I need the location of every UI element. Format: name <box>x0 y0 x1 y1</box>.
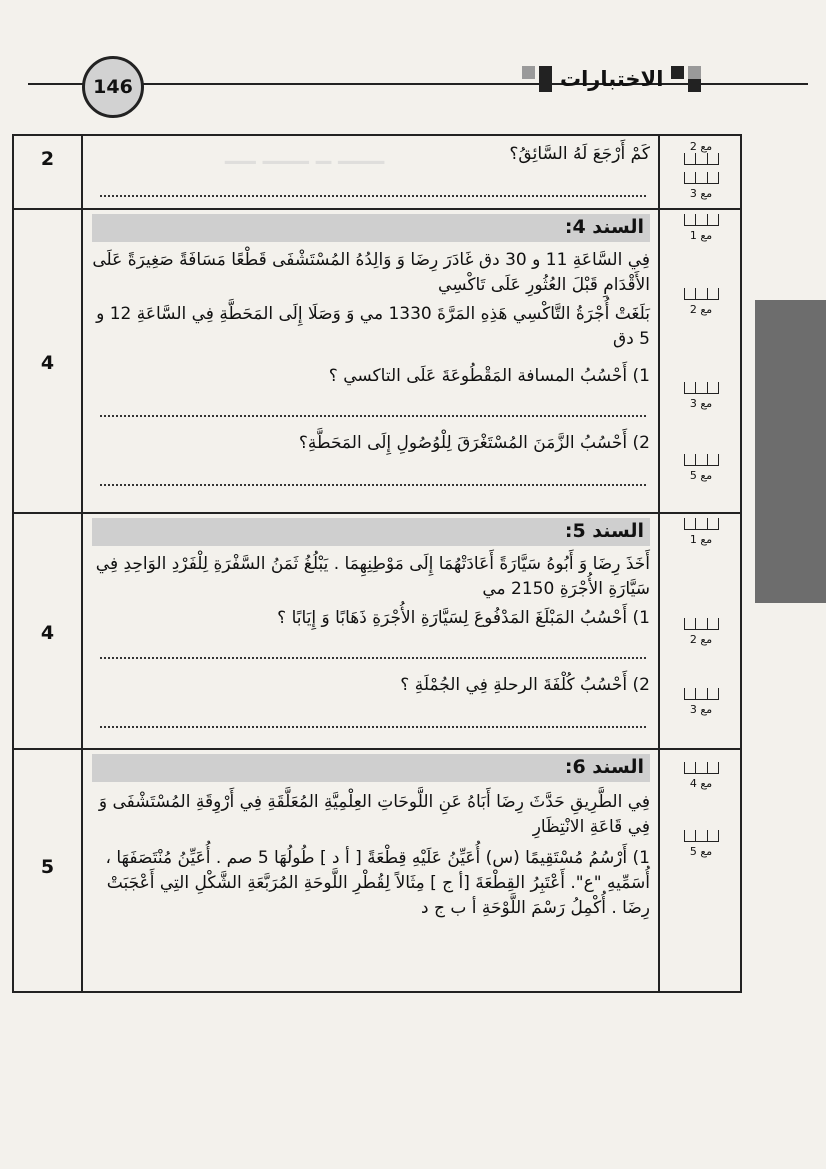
section-title: الاختبارات <box>560 67 664 91</box>
criterion-label: مع 2 <box>689 140 713 153</box>
criterion-label: مع 2 <box>689 633 713 646</box>
criterion-boxes[interactable] <box>684 454 718 466</box>
criterion-boxes[interactable] <box>684 288 718 300</box>
criterion <box>660 140 742 165</box>
table-row <box>14 136 740 210</box>
criteria-column <box>660 210 742 514</box>
paragraph: فِي السَّاعَةِ 11 و 30 دق غَادَرَ رِضَا وَ وَالِدُهُ المُسْتَشْفَى قَطْعًا مَسَافَةً صَغِيرَةً عَلَى الأَقْدَامِ قَبْلَ العُثُورِ عَلَى تَاكْسِي <box>92 250 650 295</box>
section-heading: السند 4: <box>92 214 650 242</box>
criterion <box>660 830 742 858</box>
criterion-label: مع 2 <box>689 303 713 316</box>
assessment-table <box>12 134 742 993</box>
criterion <box>660 172 742 200</box>
criterion <box>660 688 742 716</box>
row-score: 4 <box>40 622 55 644</box>
row-content <box>92 214 650 486</box>
criteria-column <box>660 750 742 991</box>
row-content <box>92 518 650 728</box>
answer-line[interactable] <box>100 712 646 728</box>
criterion-label: مع 5 <box>689 469 713 482</box>
criterion-boxes[interactable] <box>684 518 718 530</box>
criterion-boxes[interactable] <box>684 172 718 184</box>
criterion-boxes[interactable] <box>684 382 718 394</box>
paragraph: بَلَغَتْ أُجْرَةُ التَّاكْسِي هَذِهِ المَرَّةَ 1330 مي وَ وَصَلَا إِلَى المَحَطَّةِ فِي السَّاعَةِ 12 و 5 دق <box>96 304 650 349</box>
question-text: 2) أَحْسُبُ كُلْفَةَ الرحلةِ فِي الجُمْلَةِ ؟ <box>400 675 650 695</box>
criteria-column <box>660 136 742 210</box>
paragraph: فِي الطَّرِيقِ حَدَّثَ رِضَا أَبَاهُ عَنِ اللَّوحَاتِ العِلْمِيَّةِ المُعَلَّقَةِ فِي أَرْوِقَةِ المُسْتَشْفَى وَ فِي قَاعَةِ الانْتِظَارِ <box>98 792 650 837</box>
table-row <box>14 750 740 991</box>
criterion <box>660 454 742 482</box>
table-row <box>14 514 740 750</box>
row-score: 5 <box>40 856 55 878</box>
row-score: 4 <box>40 352 55 374</box>
answer-line[interactable] <box>100 181 646 197</box>
criterion-label: مع 3 <box>689 397 713 410</box>
criterion-boxes[interactable] <box>684 830 718 842</box>
criterion-boxes[interactable] <box>684 762 718 774</box>
criteria-column <box>660 514 742 750</box>
section-heading: السند 5: <box>92 518 650 546</box>
criterion <box>660 288 742 316</box>
criterion-boxes[interactable] <box>684 618 718 630</box>
criterion <box>660 382 742 410</box>
criterion-label: مع 1 <box>689 229 713 242</box>
table-row <box>14 210 740 514</box>
answer-line[interactable] <box>100 401 646 417</box>
question-text: 2) أَحْسُبُ الزَّمَنَ المُسْتَغْرَقَ لِلْوُصُولِ إِلَى المَحَطَّةِ؟ <box>298 433 650 453</box>
criterion-boxes[interactable] <box>684 153 718 165</box>
title-ornament-right <box>669 66 703 92</box>
question-text: 1) أَرْسُمُ مُسْتَقِيمًا (س) أُعَيِّنُ عَلَيْهِ قِطْعَةً [ أ د ] طُولُهَا 5 صم . أُعَيِّنُ مُنْتَصَفَهَا ، أُسَمِّيهِ "ع". أَعْتَبِرُ القِطْعَةَ [أ ج ] مِثَالاً لِقُطْرِ اللَّوحَةِ المُرَبَّعَةِ الشَّكْلِ التِي أَعْجَبَتْ رِضَا . أُكْمِلُ رَسْمَ اللَّوْحَةِ أ ب ج د <box>105 848 650 918</box>
row-content <box>92 754 650 921</box>
paragraph: أَخَذَ رِضَا وَ أَبُوهُ سَيَّارَةً أَعَادَتْهُمَا إِلَى مَوْطِنِهِمَا . يَبْلُغُ ثَمَنُ السَّفْرَةِ لِلْفَرْدِ الوَاحِدِ فِي سَيَّارَةِ الأُجْرَةِ 2150 مي <box>95 554 650 599</box>
question-text: 1) أَحْسُبُ المسافة المَقْطُوعَةَ عَلَى التاكسي ؟ <box>328 366 650 386</box>
row-score: 2 <box>40 148 55 170</box>
criterion <box>660 518 742 546</box>
answer-line[interactable] <box>100 643 646 659</box>
section-heading: السند 6: <box>92 754 650 782</box>
criterion-boxes[interactable] <box>684 688 718 700</box>
criterion-label: مع 5 <box>689 845 713 858</box>
side-tab-marker <box>755 300 826 603</box>
question-text: كَمْ أَرْجَعَ لَهُ السَّائِقُ؟ <box>509 144 650 164</box>
title-ornament-left <box>520 66 554 92</box>
criterion <box>660 762 742 790</box>
criterion-label: مع 3 <box>689 703 713 716</box>
criterion <box>660 618 742 646</box>
criterion-label: مع 4 <box>689 777 713 790</box>
row-content <box>92 142 650 197</box>
criterion-boxes[interactable] <box>684 214 718 226</box>
criterion-label: مع 1 <box>689 533 713 546</box>
answer-line[interactable] <box>100 470 646 486</box>
page-number: 146 <box>93 76 133 98</box>
section-title-block <box>520 62 703 96</box>
criterion <box>660 214 742 242</box>
page-number-badge <box>82 56 144 118</box>
question-text: 1) أَحْسُبُ المَبْلَغَ المَدْفُوعَ لِسَيَّارَةِ الأُجْرَةِ ذَهَابًا وَ إِيَابًا ؟ <box>277 608 650 628</box>
show-through-text: ▁▁ ▁▁▁ ▁ ▁▁▁ <box>225 140 385 164</box>
criterion-label: مع 3 <box>689 187 713 200</box>
